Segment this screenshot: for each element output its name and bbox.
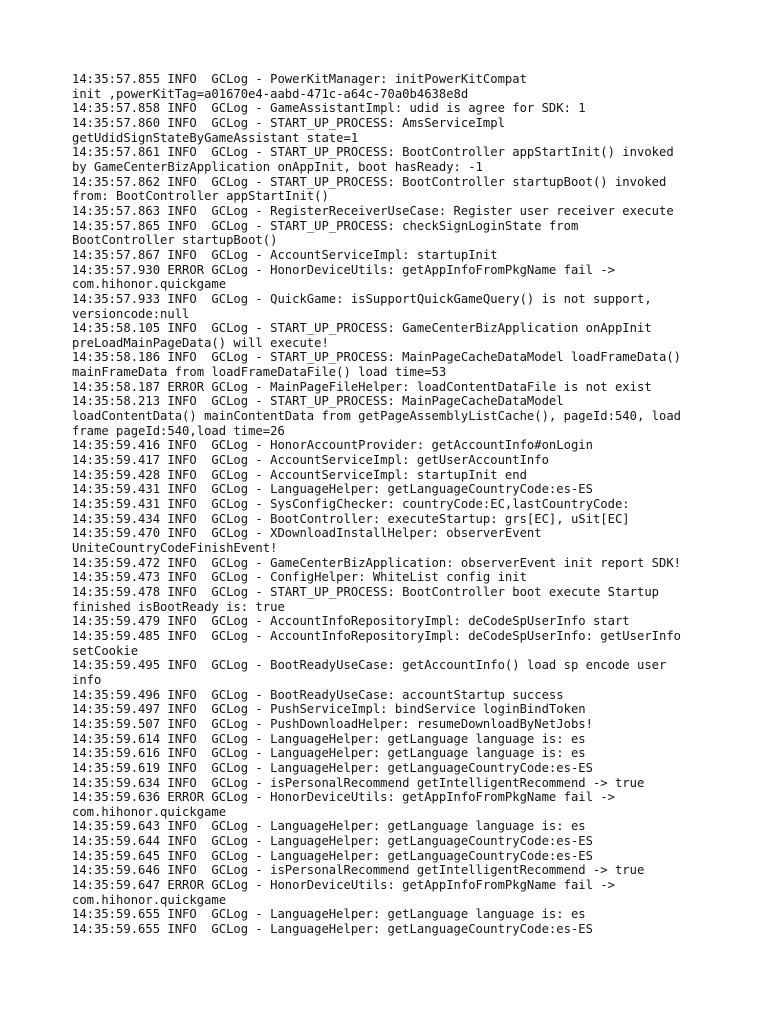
log-line: 14:35:59.485 INFO GCLog - AccountInfoRepositoryImpl: deCodeSpUserInfo: getUserInfo setCookie: [72, 628, 682, 658]
log-line: 14:35:59.470 INFO GCLog - XDownloadInstallHelper: observerEvent UniteCountryCodeFinishEvent!: [72, 526, 542, 555]
log-line: 14:35:59.636 ERROR GCLog - HonorDeviceUtils: getAppInfoFromPkgName fail -> com.hihonor.quickgame: [72, 790, 615, 819]
log-line: 14:35:59.614 INFO GCLog - LanguageHelper: getLanguage language is: es: [72, 731, 586, 746]
log-line: 14:35:59.616 INFO GCLog - LanguageHelper: getLanguage language is: es: [72, 746, 586, 761]
log-line: 14:35:59.428 INFO GCLog - AccountServiceImpl: startupInit end: [72, 467, 527, 482]
log-line: 14:35:59.431 INFO GCLog - LanguageHelper: getLanguageCountryCode:es-ES: [72, 482, 593, 497]
log-line: 14:35:59.647 ERROR GCLog - HonorDeviceUtils: getAppInfoFromPkgName fail -> com.hihonor.quickgame: [72, 878, 615, 907]
log-line: 14:35:59.646 INFO GCLog - isPersonalRecommend getIntelligentRecommend -> true: [72, 863, 645, 878]
log-line: 14:35:58.186 INFO GCLog - START_UP_PROCESS: MainPageCacheDataModel loadFrameData() mainFrameData from loadFrameDataFile() load time=53: [72, 350, 682, 380]
log-line: 14:35:57.858 INFO GCLog - GameAssistantImpl: udid is agree for SDK: 1: [72, 101, 586, 116]
log-line: 14:35:59.472 INFO GCLog - GameCenterBizApplication: observerEvent init report SDK!: [72, 555, 682, 570]
log-line: 14:35:59.655 INFO GCLog - LanguageHelper: getLanguage language is: es: [72, 907, 586, 922]
log-line: 14:35:57.860 INFO GCLog - START_UP_PROCESS: AmsServiceImpl getUdidSignStateByGameAssistant state=1: [72, 115, 505, 145]
log-line: 14:35:59.473 INFO GCLog - ConfigHelper: WhiteList config init: [72, 570, 527, 585]
log-line: 14:35:59.431 INFO GCLog - SysConfigChecker: countryCode:EC,lastCountryCode:: [72, 497, 630, 512]
log-line: 14:35:57.865 INFO GCLog - START_UP_PROCESS: checkSignLoginState from BootController startupBoot(): [72, 218, 579, 248]
log-line: 14:35:59.478 INFO GCLog - START_UP_PROCESS: BootController boot execute Startup finished isBootReady is: true: [72, 584, 659, 614]
log-line: 14:35:59.496 INFO GCLog - BootReadyUseCase: accountStartup success: [72, 687, 564, 702]
log-line: 14:35:59.507 INFO GCLog - PushDownloadHelper: resumeDownloadByNetJobs!: [72, 716, 593, 731]
log-line: 14:35:57.863 INFO GCLog - RegisterReceiverUseCase: Register user receiver execute: [72, 203, 674, 218]
log-line: 14:35:57.933 INFO GCLog - QuickGame: isSupportQuickGameQuery() is not support, versioncode:null: [72, 291, 652, 321]
log-line: 14:35:59.416 INFO GCLog - HonorAccountProvider: getAccountInfo#onLogin: [72, 438, 593, 453]
log-line: 14:35:59.619 INFO GCLog - LanguageHelper: getLanguageCountryCode:es-ES: [72, 760, 593, 775]
log-document: [72, 72, 712, 937]
log-line: 14:35:59.644 INFO GCLog - LanguageHelper: getLanguageCountryCode:es-ES: [72, 834, 593, 849]
log-line: 14:35:58.187 ERROR GCLog - MainPageFileHelper: loadContentDataFile is not exist: [72, 379, 652, 394]
log-line: 14:35:58.213 INFO GCLog - START_UP_PROCESS: MainPageCacheDataModel loadContentData() mainContentData from getPageAssemblyListCache(), pageId:540, load frame pageId:540,load time=26: [72, 394, 682, 438]
log-line: 14:35:57.861 INFO GCLog - START_UP_PROCESS: BootController appStartInit() invoked by GameCenterBizApplication onAppInit, boot hasReady: -1: [72, 145, 674, 174]
log-line: 14:35:59.434 INFO GCLog - BootController: executeStartup: grs[EC], uSit[EC]: [72, 511, 630, 526]
log-line: 14:35:58.105 INFO GCLog - START_UP_PROCESS: GameCenterBizApplication onAppInit preLoadMainPageData() will execute!: [72, 321, 652, 350]
log-line: 14:35:59.495 INFO GCLog - BootReadyUseCase: getAccountInfo() load sp encode user info: [72, 658, 667, 687]
log-line: 14:35:59.634 INFO GCLog - isPersonalRecommend getIntelligentRecommend -> true: [72, 775, 645, 790]
log-line: 14:35:59.497 INFO GCLog - PushServiceImpl: bindService loginBindToken: [72, 702, 586, 717]
log-line: 14:35:57.862 INFO GCLog - START_UP_PROCESS: BootController startupBoot() invoked from: BootController appStartInit(): [72, 174, 667, 204]
log-line: 14:35:59.645 INFO GCLog - LanguageHelper: getLanguageCountryCode:es-ES: [72, 848, 593, 863]
log-line: 14:35:59.479 INFO GCLog - AccountInfoRepositoryImpl: deCodeSpUserInfo start: [72, 614, 630, 629]
log-line: 14:35:59.643 INFO GCLog - LanguageHelper: getLanguage language is: es: [72, 819, 586, 834]
log-line: 14:35:57.930 ERROR GCLog - HonorDeviceUtils: getAppInfoFromPkgName fail -> com.hihonor.quickgame: [72, 262, 615, 292]
log-line: 14:35:57.855 INFO GCLog - PowerKitManager: initPowerKitCompat init ,powerKitTag=a01670e4-aabd-471c-a64c-70a0b4638e8d: [72, 72, 527, 101]
log-line: 14:35:59.417 INFO GCLog - AccountServiceImpl: getUserAccountInfo: [72, 453, 549, 468]
log-line: 14:35:57.867 INFO GCLog - AccountServiceImpl: startupInit: [72, 247, 498, 262]
log-line: 14:35:59.655 INFO GCLog - LanguageHelper: getLanguageCountryCode:es-ES: [72, 922, 593, 937]
